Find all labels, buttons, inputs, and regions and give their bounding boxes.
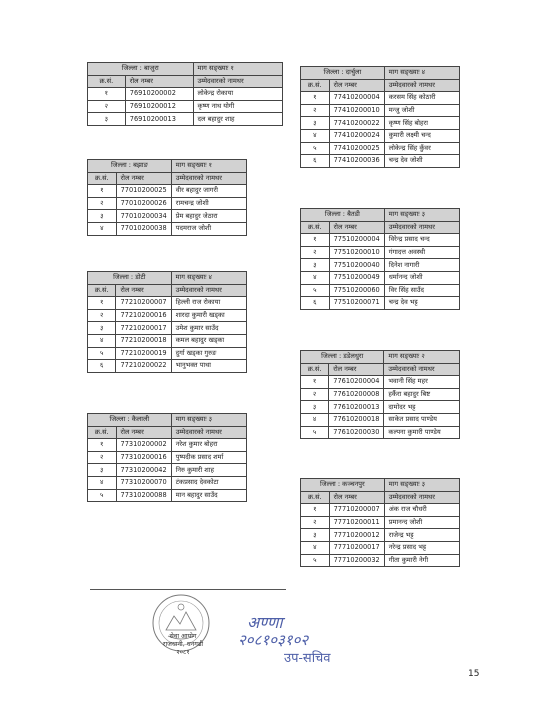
row-roll: 77210200019 <box>116 347 171 360</box>
row-sn: ३ <box>301 529 330 542</box>
table-row <box>301 554 460 567</box>
office-line-3: २०८१ <box>176 648 190 657</box>
row-sn: १ <box>88 88 126 101</box>
row-sn: १ <box>301 234 330 247</box>
row-sn: ५ <box>301 142 330 155</box>
row-name: भानुभक्त पाथा <box>171 360 246 373</box>
row-sn: १ <box>301 504 330 517</box>
row-name: राजेन्द्र भट्ट <box>384 529 459 542</box>
page-number: 15 <box>468 669 480 679</box>
table-row <box>301 504 460 517</box>
table-row <box>88 347 247 360</box>
row-sn: ४ <box>301 129 330 142</box>
row-roll: 77410200025 <box>329 142 384 155</box>
row-name: गीता कुमारी नेगी <box>384 554 459 567</box>
col-roll: रोल नम्बर <box>116 284 171 297</box>
row-name: हिल्ली राज रोकाया <box>171 297 246 310</box>
table-row <box>301 516 460 529</box>
row-roll: 77210200016 <box>116 309 171 322</box>
row-sn: ४ <box>301 413 329 426</box>
row-sn: १ <box>301 376 329 389</box>
demand-label: माग सङ्ख्याः ३ <box>384 209 459 222</box>
col-sn: क्र.सं. <box>301 79 330 92</box>
signature-date: २०८१०३१०२ <box>238 631 309 649</box>
row-name: उमेश कुमार साउँद <box>171 322 246 335</box>
row-name: शारदा कुमारी खड्का <box>171 309 246 322</box>
row-sn: ४ <box>301 541 330 554</box>
col-name: उम्मेदवारको नामथर <box>171 426 246 439</box>
row-roll: 77610200030 <box>329 426 384 439</box>
table-kanchanpur <box>300 478 460 567</box>
col-sn: क्र.सं. <box>88 426 117 439</box>
row-sn: २ <box>88 197 117 210</box>
row-roll: 77610200008 <box>329 388 384 401</box>
row-roll: 77410200010 <box>329 104 384 117</box>
district-label: जिल्ला : दार्चुला <box>301 67 385 80</box>
col-sn: क्र.सं. <box>88 75 126 88</box>
row-name: अंक राज चौधरी <box>384 504 459 517</box>
district-label: जिल्ला : डडेलधुरा <box>301 351 384 364</box>
table-kailali <box>87 413 247 502</box>
row-sn: २ <box>88 100 126 113</box>
row-name: टंकप्रसाद देवकोटा <box>171 476 246 489</box>
row-roll: 77610200004 <box>329 376 384 389</box>
row-name: पदमराज जोशी <box>171 222 246 235</box>
demand-label: माग सङ्ख्याः ४ <box>171 272 246 285</box>
row-name: नरेश कुमार बोहरा <box>171 439 246 452</box>
row-sn: ४ <box>301 271 330 284</box>
row-sn: १ <box>88 185 117 198</box>
office-line-1: सेवा आयोग <box>169 632 197 640</box>
row-sn: २ <box>301 388 329 401</box>
demand-label: माग सङ्ख्याः ३ <box>171 414 246 427</box>
demand-label: माग सङ्ख्याः २ <box>384 351 460 364</box>
row-name: मन्जु जोशी <box>384 104 459 117</box>
table-bajura <box>87 62 283 126</box>
signature-rule <box>90 589 286 590</box>
signature-designation: उप-सचिव <box>284 651 331 666</box>
row-roll: 77210200022 <box>116 360 171 373</box>
row-name: रामचन्द्र जोशी <box>171 197 246 210</box>
row-roll: 77710200007 <box>329 504 384 517</box>
table-row <box>301 401 460 414</box>
row-name: दुर्गा खड्का गुरुङ <box>171 347 246 360</box>
district-label: जिल्ला : कैलाली <box>88 414 172 427</box>
row-name: गंगादत्त अवस्थी <box>384 246 459 259</box>
col-sn: क्र.सं. <box>88 284 116 297</box>
col-roll: रोल नम्बर <box>116 426 171 439</box>
signature-mark: अण्णा <box>247 613 283 632</box>
table-row <box>301 246 460 259</box>
row-roll: 77510200010 <box>329 246 384 259</box>
table-row <box>88 360 247 373</box>
row-sn: ३ <box>301 259 330 272</box>
table-row <box>301 92 460 105</box>
row-roll: 77210200017 <box>116 322 171 335</box>
col-name: उम्मेदवारको नामथर <box>193 75 282 88</box>
row-sn: १ <box>88 439 117 452</box>
row-name: भवानी सिंह महर <box>384 376 460 389</box>
col-roll: रोल नम्बर <box>116 172 171 185</box>
district-label: जिल्ला : कञ्चनपुर <box>301 479 385 492</box>
row-sn: १ <box>301 92 330 105</box>
row-sn: २ <box>301 516 330 529</box>
row-name: साकेत प्रसाद पाण्डेय <box>384 413 460 426</box>
row-roll: 77710200011 <box>329 516 384 529</box>
row-name: धर्मानन्द जोशी <box>384 271 459 284</box>
col-roll: रोल नम्बर <box>125 75 193 88</box>
col-name: उम्मेदवारको नामथर <box>171 284 246 297</box>
row-name: करसम सिंह कोठारी <box>384 92 459 105</box>
table-bajhang <box>87 159 247 236</box>
row-sn: ३ <box>88 464 117 477</box>
demand-label: माग सङ्ख्याः ३ <box>384 479 459 492</box>
row-name: प्रमानन्द जोशी <box>384 516 459 529</box>
row-sn: ३ <box>88 322 116 335</box>
row-roll: 77310200002 <box>116 439 171 452</box>
row-roll: 77010200038 <box>116 222 171 235</box>
table-row <box>301 376 460 389</box>
table-row <box>88 451 247 464</box>
table-row <box>301 104 460 117</box>
row-roll: 77610200013 <box>329 401 384 414</box>
row-sn: ४ <box>88 334 116 347</box>
row-name: पुष्पदीक प्रसाद शर्मा <box>171 451 246 464</box>
row-sn: ४ <box>88 222 117 235</box>
row-sn: १ <box>88 297 116 310</box>
table-row <box>301 388 460 401</box>
row-roll: 77710200032 <box>329 554 384 567</box>
col-sn: क्र.सं. <box>301 363 329 376</box>
demand-label: माग सङ्ख्याः १ <box>171 160 246 173</box>
table-row <box>301 142 460 155</box>
row-roll: 76910200012 <box>125 100 193 113</box>
col-name: उम्मेदवारको नामथर <box>384 363 460 376</box>
row-sn: ५ <box>88 489 117 502</box>
office-stamp-text <box>146 632 220 657</box>
office-line-2: राजधानी, धनगढी <box>162 640 204 649</box>
table-dadeldhura <box>300 350 460 439</box>
col-sn: क्र.सं. <box>301 491 330 504</box>
row-roll: 76910200013 <box>125 113 193 126</box>
col-name: उम्मेदवारको नामथर <box>384 79 459 92</box>
row-sn: ६ <box>301 155 330 168</box>
table-row <box>301 155 460 168</box>
row-sn: ५ <box>301 426 329 439</box>
table-row <box>88 322 247 335</box>
row-sn: ६ <box>88 360 116 373</box>
row-sn: २ <box>301 104 330 117</box>
row-sn: ५ <box>301 554 330 567</box>
table-row <box>88 297 247 310</box>
table-row <box>301 541 460 554</box>
table-row <box>88 222 247 235</box>
demand-label: माग सङ्ख्याः ४ <box>384 67 459 80</box>
row-roll: 76910200002 <box>125 88 193 101</box>
row-sn: २ <box>301 246 330 259</box>
row-name: वीर बहादुर जागरी <box>171 185 246 198</box>
table-row <box>88 197 247 210</box>
district-label: जिल्ला : बैतडी <box>301 209 385 222</box>
row-name: कुमारी लक्ष्मी चन्द <box>384 129 459 142</box>
table-row <box>88 88 283 101</box>
table-row <box>88 210 247 223</box>
row-name: चन्द्र देव भट्ट <box>384 297 459 310</box>
row-name: चन्द्र देव जोशी <box>384 155 459 168</box>
row-name: निरु कुमारी शाह <box>171 464 246 477</box>
table-doti <box>87 271 247 373</box>
row-roll: 77310200088 <box>116 489 171 502</box>
row-roll: 77410200022 <box>329 117 384 130</box>
demand-label: माग सङ्ख्याः १ <box>193 63 282 76</box>
row-roll: 77010200025 <box>116 185 171 198</box>
row-roll: 77310200070 <box>116 476 171 489</box>
table-baitadi <box>300 208 460 310</box>
row-name: विर सिंह साउँद <box>384 284 459 297</box>
row-name: लोकेन्द्र रोकाया <box>193 88 282 101</box>
row-roll: 77610200018 <box>329 413 384 426</box>
row-name: कृष्ण सिंह बोहरा <box>384 117 459 130</box>
table-row <box>88 489 247 502</box>
table-row <box>88 113 283 126</box>
row-roll: 77510200071 <box>329 297 384 310</box>
district-label: जिल्ला : डोटी <box>88 272 172 285</box>
row-sn: ५ <box>301 284 330 297</box>
col-roll: रोल नम्बर <box>329 221 384 234</box>
row-sn: ५ <box>88 347 116 360</box>
row-roll: 77010200026 <box>116 197 171 210</box>
col-sn: क्र.सं. <box>301 221 330 234</box>
row-roll: 77710200017 <box>329 541 384 554</box>
row-roll: 77510200004 <box>329 234 384 247</box>
row-roll: 77510200060 <box>329 284 384 297</box>
row-name: दामोदर भट्ट <box>384 401 460 414</box>
table-row <box>88 334 247 347</box>
row-roll: 77210200007 <box>116 297 171 310</box>
table-row <box>301 426 460 439</box>
row-roll: 77310200016 <box>116 451 171 464</box>
row-roll: 77710200012 <box>329 529 384 542</box>
col-roll: रोल नम्बर <box>329 491 384 504</box>
row-roll: 77510200040 <box>329 259 384 272</box>
col-name: उम्मेदवारको नामथर <box>384 221 459 234</box>
col-name: उम्मेदवारको नामथर <box>171 172 246 185</box>
row-name: कमल बहादुर खड्का <box>171 334 246 347</box>
district-label: जिल्ला : बझाङ <box>88 160 172 173</box>
row-name: हर्कैरा बहादुर बिष्ट <box>384 388 460 401</box>
table-row <box>301 413 460 426</box>
table-row <box>301 271 460 284</box>
row-roll: 77410200004 <box>329 92 384 105</box>
table-row <box>88 309 247 322</box>
table-row <box>301 234 460 247</box>
table-row <box>88 439 247 452</box>
row-sn: ६ <box>301 297 330 310</box>
row-sn: ३ <box>301 401 329 414</box>
col-roll: रोल नम्बर <box>329 363 384 376</box>
col-name: उम्मेदवारको नामथर <box>384 491 459 504</box>
row-name: कृष्ण नाथ योगी <box>193 100 282 113</box>
row-sn: २ <box>88 451 117 464</box>
table-row <box>301 259 460 272</box>
row-name: प्रेम बहादुर जेठारा <box>171 210 246 223</box>
row-name: दिनेश नागारी <box>384 259 459 272</box>
row-name: कल्पना कुमारी पाण्डेय <box>384 426 460 439</box>
row-sn: ३ <box>88 113 126 126</box>
row-sn: ३ <box>88 210 117 223</box>
row-roll: 77010200034 <box>116 210 171 223</box>
table-row <box>88 476 247 489</box>
table-darchula <box>300 66 460 168</box>
table-row <box>301 529 460 542</box>
row-name: विरेन्द्र प्रसाद चन्द <box>384 234 459 247</box>
row-name: मान बहादुर साउँद <box>171 489 246 502</box>
district-label: जिल्ला : बाजुरा <box>88 63 194 76</box>
row-name: लोकेन्द्र सिंह कुँवर <box>384 142 459 155</box>
col-sn: क्र.सं. <box>88 172 117 185</box>
col-roll: रोल नम्बर <box>329 79 384 92</box>
row-sn: ३ <box>301 117 330 130</box>
table-row <box>88 100 283 113</box>
row-name: नरेन्द्र प्रसाद भट्ट <box>384 541 459 554</box>
table-row <box>88 464 247 477</box>
row-name: दल बहादुर शाह <box>193 113 282 126</box>
row-roll: 77410200024 <box>329 129 384 142</box>
table-row <box>301 284 460 297</box>
row-sn: २ <box>88 309 116 322</box>
row-roll: 77510200049 <box>329 271 384 284</box>
row-sn: ४ <box>88 476 117 489</box>
row-roll: 77210200018 <box>116 334 171 347</box>
table-row <box>301 117 460 130</box>
table-row <box>301 129 460 142</box>
table-row <box>301 297 460 310</box>
table-row <box>88 185 247 198</box>
row-roll: 77310200042 <box>116 464 171 477</box>
row-roll: 77410200036 <box>329 155 384 168</box>
